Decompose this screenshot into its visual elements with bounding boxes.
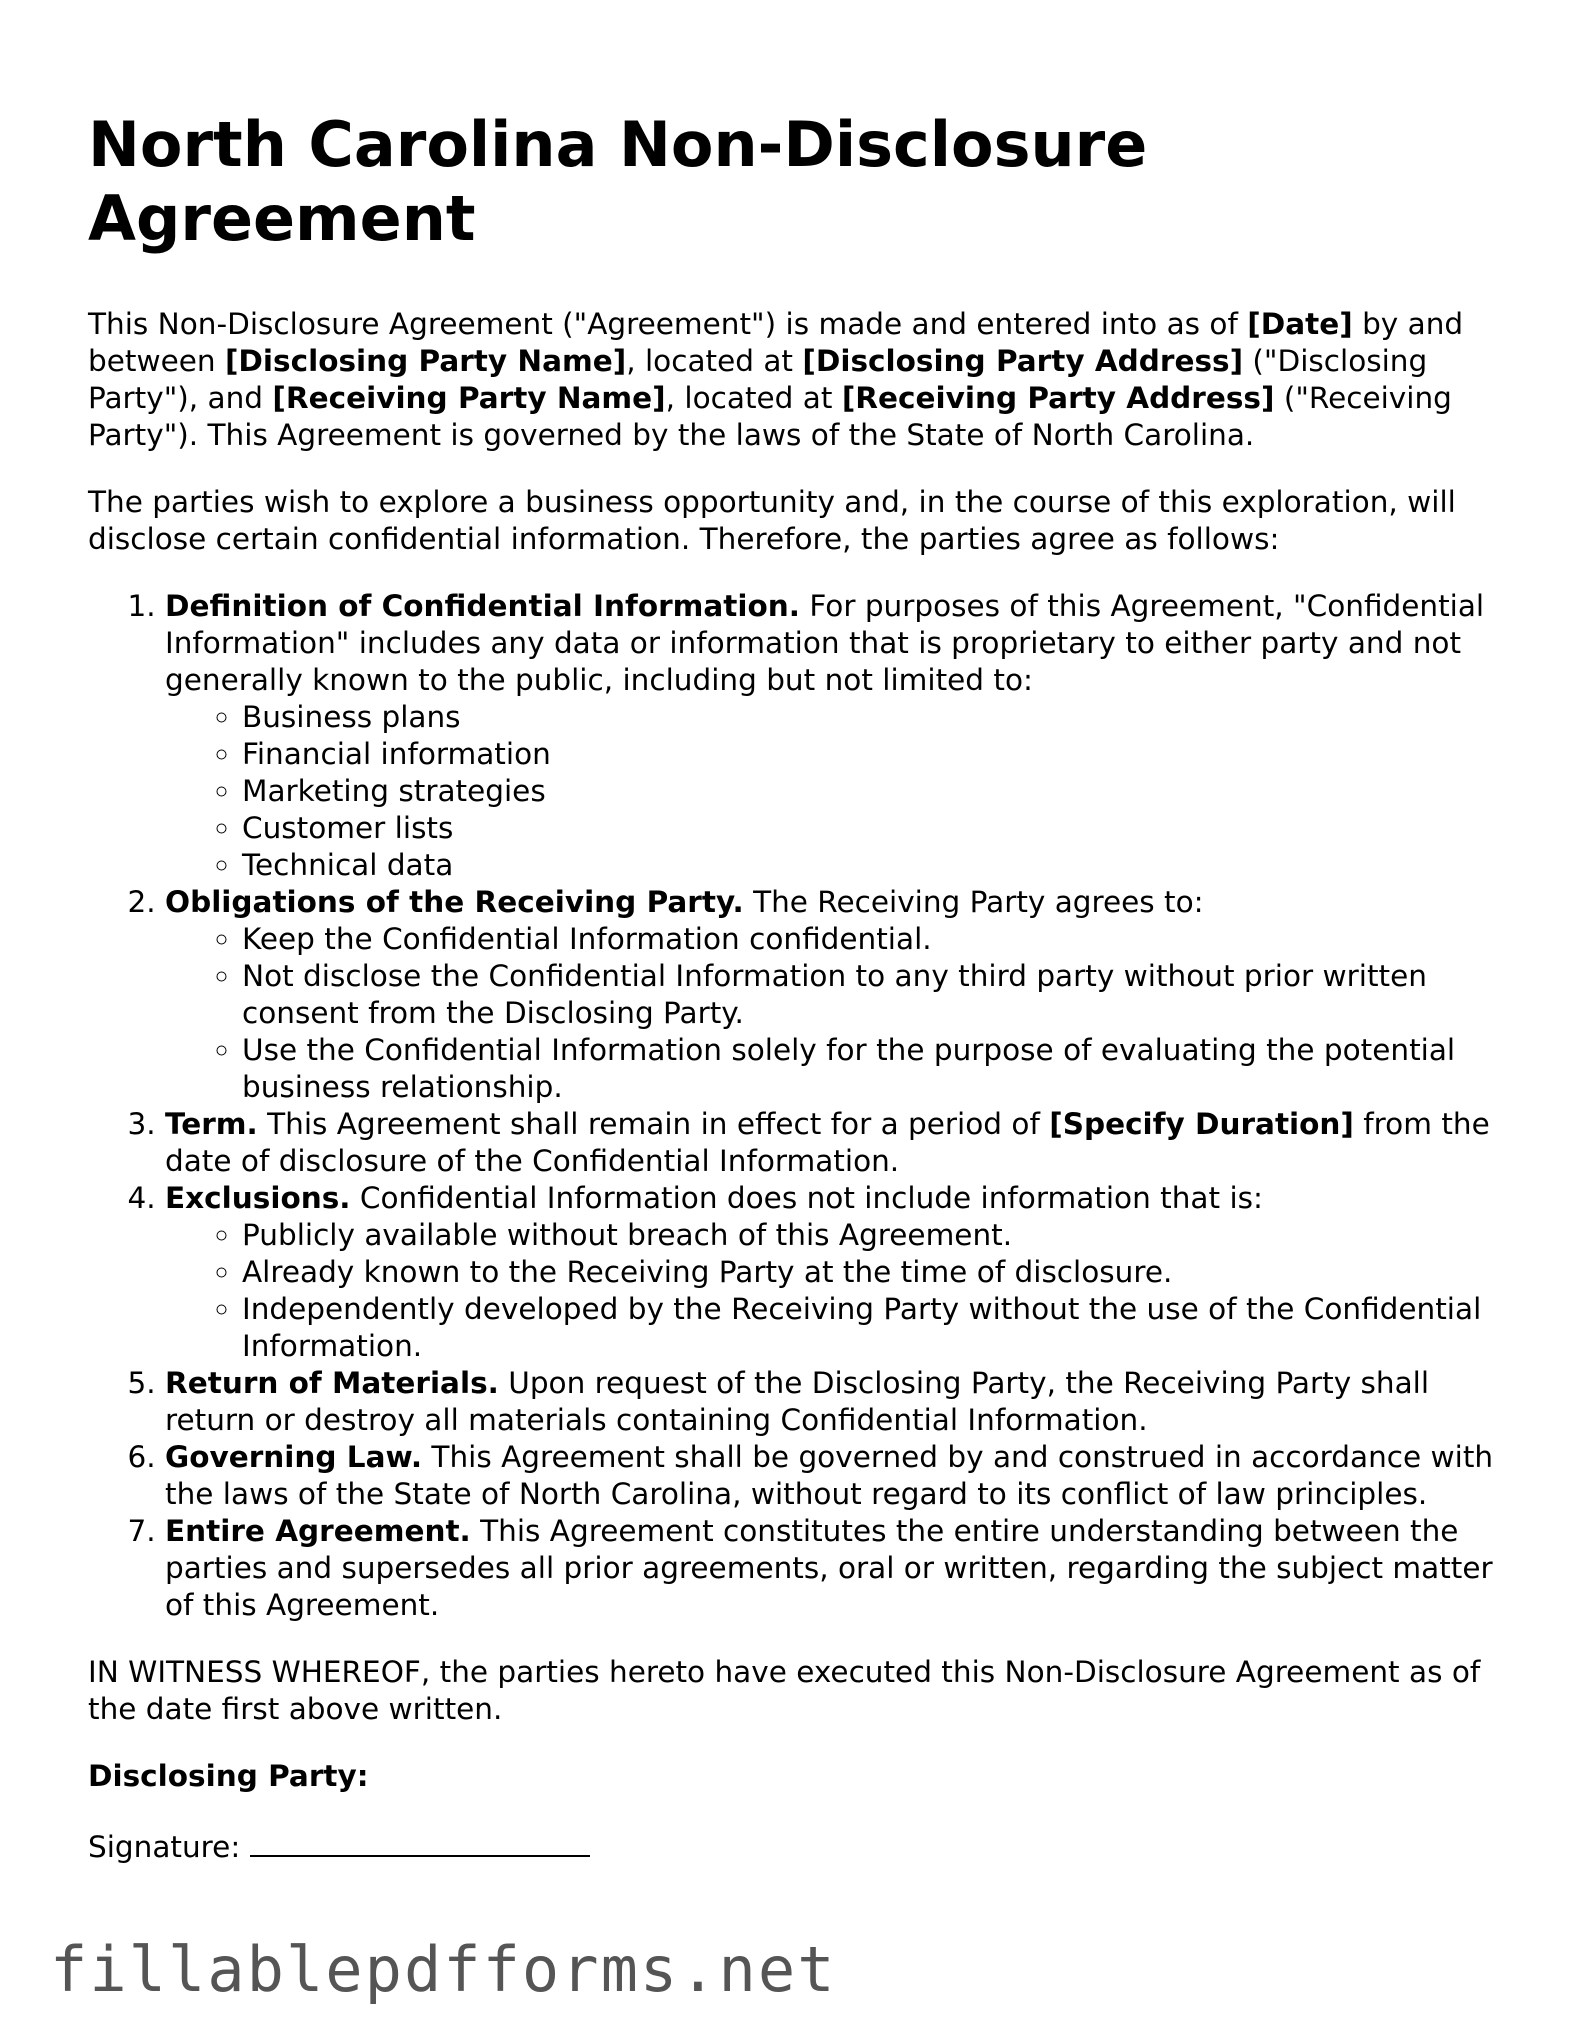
list-item: ◦ Marketing strategies (242, 773, 1498, 810)
clause-definition (165, 588, 1498, 884)
clause-return-of-materials (165, 1365, 1498, 1439)
list-item: ◦ Independently developed by the Receiving Party without the use of the Confidential Information. (242, 1291, 1498, 1365)
disclosing-party-heading: Disclosing Party: (88, 1759, 369, 1793)
sub-list (165, 921, 1498, 1106)
duration-placeholder: [Specify Duration] (1049, 1107, 1354, 1141)
document-page (88, 108, 1498, 1866)
clause-governing-law (165, 1439, 1498, 1513)
clause-heading: Return of Materials. (165, 1366, 499, 1400)
clause-term (165, 1106, 1498, 1180)
clause-heading: Governing Law. (165, 1440, 423, 1474)
list-item: ◦ Not disclose the Confidential Information to any third party without prior written consent from the Disclosing Party. (242, 958, 1498, 1032)
signature-label: Signature: (88, 1830, 250, 1864)
clause-text: This Agreement shall remain in effect for a period of (257, 1107, 1050, 1141)
list-item: ◦ Financial information (242, 736, 1498, 773)
clause-exclusions (165, 1180, 1498, 1365)
clause-heading: Obligations of the Receiving Party. (165, 885, 744, 919)
list-item: ◦ Use the Confidential Information solely for the purpose of evaluating the potential business relationship. (242, 1032, 1498, 1106)
list-item: ◦ Publicly available without breach of this Agreement. (242, 1217, 1498, 1254)
disclosing-party-name-placeholder: [Disclosing Party Name] (224, 344, 627, 378)
clause-text: from the date of disclosure of the Confidential Information. (165, 1107, 1490, 1178)
clause-text: For purposes of this Agreement, "Confidential Information" includes any data or information that is proprietary to either party and not generally known to the public, including but not limited to: (165, 589, 1485, 697)
intro-paragraph: This Non-Disclosure Agreement ("Agreement") is made and entered into as of [Date] by and between [Disclosing Party Name], located at [Disclosing Party Address] ("Disclosing Party"), and [Receiving Party Name], located at [Receiving Party Address] ("Receiving Party"). This Agreement is governed by the laws of the State of North Carolina. (88, 307, 1464, 452)
clause-text: This Agreement constitutes the entire understanding between the parties and supersedes all prior agreements, oral or written, regarding the subject matter of this Agreement. (165, 1514, 1493, 1622)
date-placeholder: [Date] (1247, 307, 1353, 341)
sub-list (165, 1217, 1498, 1365)
clause-heading: Exclusions. (165, 1181, 351, 1215)
preamble-paragraph: The parties wish to explore a business opportunity and, in the course of this exploration, will disclose certain confidential information. Therefore, the parties agree as follows: (88, 485, 1456, 556)
clause-list (88, 588, 1498, 1624)
signature-row (88, 1825, 1498, 1866)
clause-heading: Term. (165, 1107, 258, 1141)
clause-text: Upon request of the Disclosing Party, the Receiving Party shall return or destroy all materials containing Confidential Information. (165, 1366, 1430, 1437)
witness-paragraph: IN WITNESS WHEREOF, the parties hereto have executed this Non-Disclosure Agreement as of the date first above written. (88, 1655, 1481, 1726)
list-item: ◦ Technical data (242, 847, 1498, 884)
clause-text: Confidential Information does not include information that is: (350, 1181, 1263, 1215)
list-item: ◦ Already known to the Receiving Party at the time of disclosure. (242, 1254, 1498, 1291)
list-item: ◦ Business plans (242, 699, 1498, 736)
watermark: fillablepdfforms.net (50, 1933, 837, 2006)
disclosing-party-address-placeholder: [Disclosing Party Address] (802, 344, 1244, 378)
receiving-party-address-placeholder: [Receiving Party Address] (841, 381, 1275, 415)
clause-text: The Receiving Party agrees to: (743, 885, 1204, 919)
clause-text: This Agreement shall be governed by and construed in accordance with the laws of the State of North Carolina, without regard to its conflict of law principles. (165, 1440, 1494, 1511)
clause-obligations (165, 884, 1498, 1106)
page-title: North Carolina Non-Disclosure Agreement (88, 108, 1148, 255)
sub-list (165, 699, 1498, 884)
clause-entire-agreement (165, 1513, 1498, 1624)
receiving-party-name-placeholder: [Receiving Party Name] (272, 381, 666, 415)
clause-heading: Definition of Confidential Information. (165, 589, 800, 623)
list-item: ◦ Keep the Confidential Information confidential. (242, 921, 1498, 958)
list-item: ◦ Customer lists (242, 810, 1498, 847)
signature-field[interactable] (250, 1825, 590, 1857)
clause-heading: Entire Agreement. (165, 1514, 471, 1548)
